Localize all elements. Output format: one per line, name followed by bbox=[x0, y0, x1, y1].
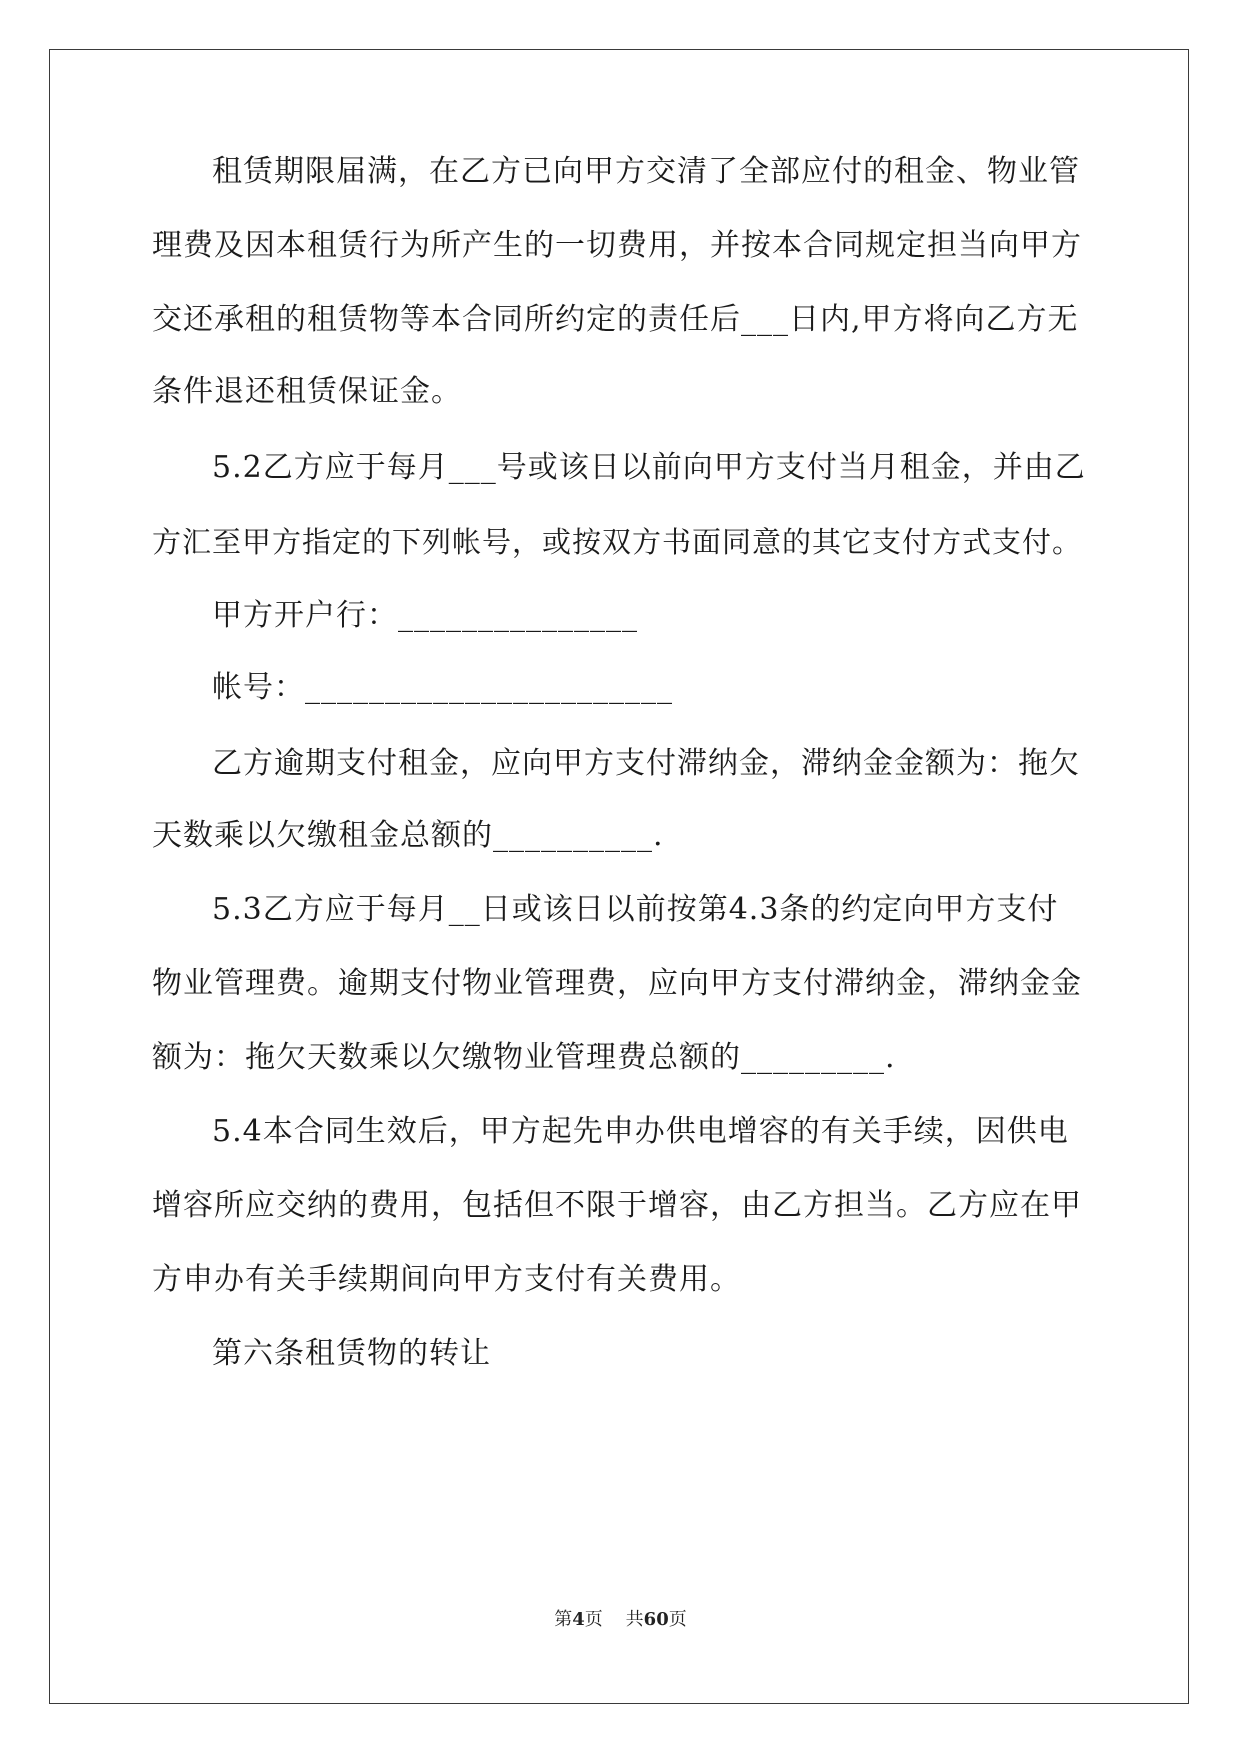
page-border bbox=[49, 49, 1189, 1704]
body-line: 租赁期限届满，在乙方已向甲方交清了全部应付的租金、物业管 bbox=[212, 154, 1080, 189]
body-line: 条件退还租赁保证金。 bbox=[152, 374, 462, 409]
body-line: 5.3乙方应于每月__日或该日以前按第4.3条的约定向甲方支付 bbox=[212, 892, 1059, 927]
body-line: 乙方逾期支付租金，应向甲方支付滞纳金，滞纳金金额为：拖欠 bbox=[212, 746, 1080, 781]
section-heading: 第六条租赁物的转让 bbox=[212, 1336, 491, 1371]
body-line: 理费及因本租赁行为所产生的一切费用，并按本合同规定担当向甲方 bbox=[152, 228, 1082, 263]
bank-field-line: 甲方开户行：_______________ bbox=[212, 598, 638, 633]
body-line: 交还承租的租赁物等本合同所约定的责任后___日内,甲方将向乙方无 bbox=[152, 302, 1079, 337]
footer-total-suffix: 页 bbox=[668, 1609, 687, 1630]
body-line: 物业管理费。逾期支付物业管理费，应向甲方支付滞纳金，滞纳金金 bbox=[152, 966, 1082, 1001]
footer-prefix: 第 bbox=[554, 1609, 573, 1630]
body-line: 5.2乙方应于每月___号或该日以前向甲方支付当月租金，并由乙 bbox=[212, 450, 1086, 485]
current-page-number: 4 bbox=[572, 1609, 585, 1630]
body-line: 5.4本合同生效后，甲方起先申办供电增容的有关手续，因供电 bbox=[212, 1114, 1069, 1149]
footer-total-prefix: 共 bbox=[625, 1609, 644, 1630]
body-line: 天数乘以欠缴租金总额的__________. bbox=[152, 818, 664, 853]
body-line: 方汇至甲方指定的下列帐号，或按双方书面同意的其它支付方式支付。 bbox=[152, 525, 1083, 559]
body-line: 额为：拖欠天数乘以欠缴物业管理费总额的_________. bbox=[152, 1040, 896, 1075]
page-footer bbox=[0, 1608, 1241, 1632]
total-pages-number: 60 bbox=[643, 1609, 669, 1630]
body-line: 方申办有关手续期间向甲方支付有关费用。 bbox=[152, 1262, 741, 1297]
account-field-line: 帐号：_______________________ bbox=[212, 670, 673, 705]
body-line: 增容所应交纳的费用，包括但不限于增容，由乙方担当。乙方应在甲 bbox=[152, 1188, 1082, 1223]
footer-page-word: 页 bbox=[584, 1609, 603, 1630]
